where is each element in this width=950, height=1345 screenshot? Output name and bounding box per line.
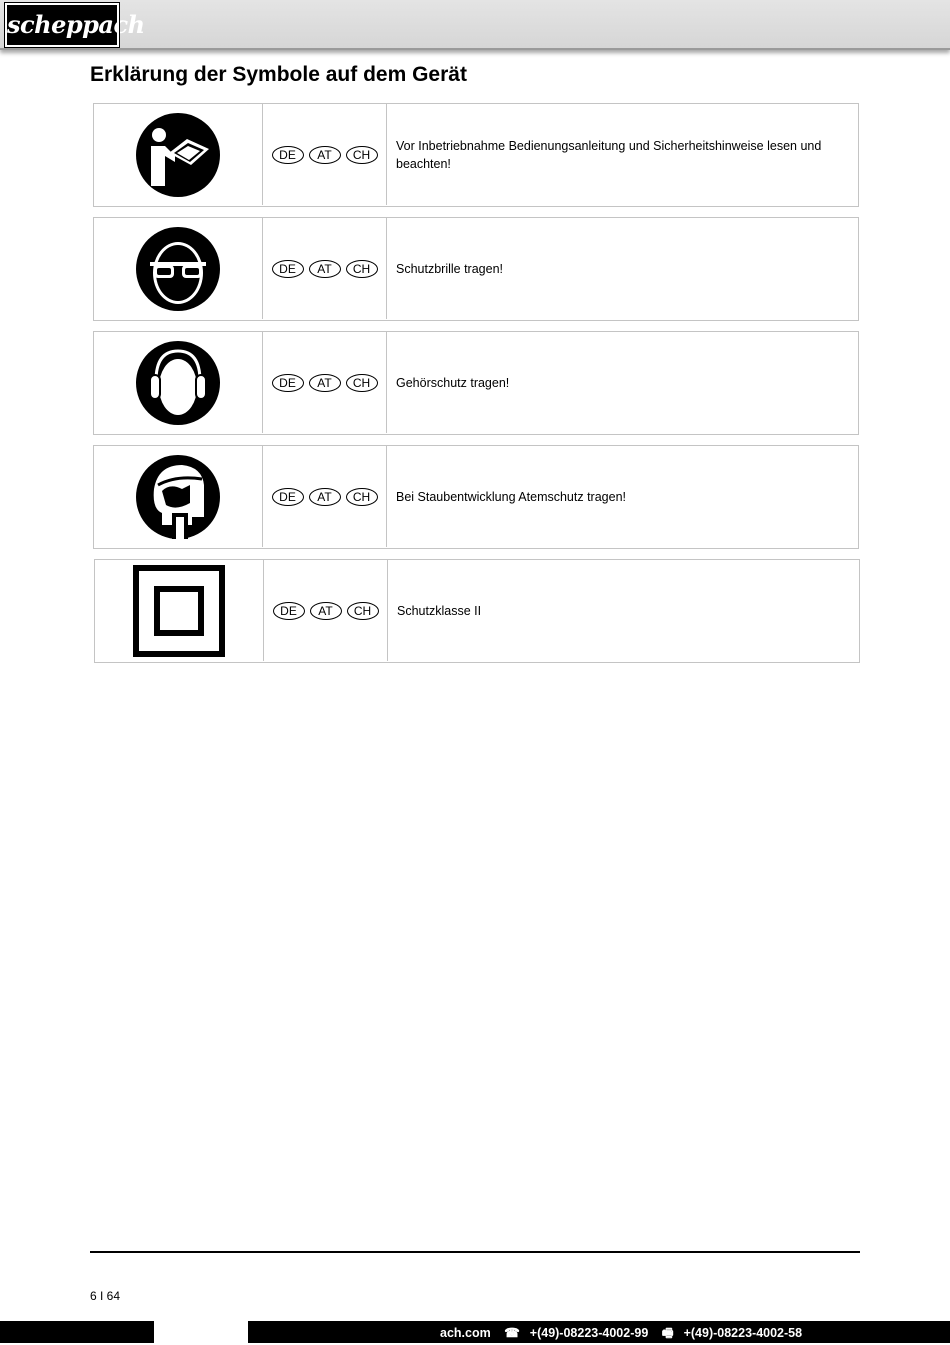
footer-gap [154,1321,248,1345]
symbol-icon-cell [95,560,264,661]
website-link[interactable]: ach.com [440,1326,491,1340]
country-codes [263,446,387,547]
country-badge-de: DE [272,374,304,392]
country-badge-ch: CH [346,488,378,506]
footer-contact [440,1324,812,1345]
country-badge-de: DE [272,146,304,164]
phone-icon: ☎ [504,1326,520,1340]
country-codes [264,560,388,661]
symbol-icon-cell [94,104,263,205]
protection-class-ii-icon [133,565,225,657]
symbol-description: Gehörschutz tragen! [396,375,510,390]
symbol-row [93,103,859,207]
country-badge-ch: CH [347,602,379,620]
country-badge-at: AT [309,260,341,278]
ear-protection-icon [136,341,220,425]
country-badge-de: DE [272,260,304,278]
symbol-icon-cell [94,332,263,433]
symbol-row [93,445,859,549]
symbol-row [93,217,859,321]
respirator-mask-icon [136,455,220,539]
symbol-description: Vor Inbetriebnahme Bedienungsanleitung und Sicherheitshinweise lesen und beachten! [396,138,822,171]
country-badge-at: AT [309,488,341,506]
symbol-row [94,559,860,663]
page-number: 6 I 64 [90,1289,121,1303]
country-codes [263,218,387,319]
country-codes [263,332,387,433]
country-badge-de: DE [272,488,304,506]
header-bar [0,0,950,50]
fax-number: +(49)-08223-4002-58 [683,1326,803,1340]
footer-divider [90,1251,860,1253]
country-badge-ch: CH [346,374,378,392]
symbol-description: Schutzklasse II [397,603,482,618]
scheppach-logo: scheppach [5,3,119,47]
read-manual-icon [136,113,220,197]
country-badge-ch: CH [346,146,378,164]
symbol-description: Schutzbrille tragen! [396,261,504,276]
country-badge-de: DE [273,602,305,620]
safety-goggles-icon [136,227,220,311]
phone-number: +(49)-08223-4002-99 [529,1326,649,1340]
symbol-row [93,331,859,435]
symbol-description: Bei Staubentwicklung Atemschutz tragen! [396,489,626,504]
symbol-icon-cell [94,446,263,547]
country-badge-at: AT [309,146,341,164]
country-codes [263,104,387,205]
symbol-icon-cell [94,218,263,319]
country-badge-at: AT [310,602,342,620]
page-title: Erklärung der Symbole auf dem Gerät [90,63,467,86]
country-badge-at: AT [309,374,341,392]
country-badge-ch: CH [346,260,378,278]
fax-icon: 🖷 [661,1326,674,1340]
